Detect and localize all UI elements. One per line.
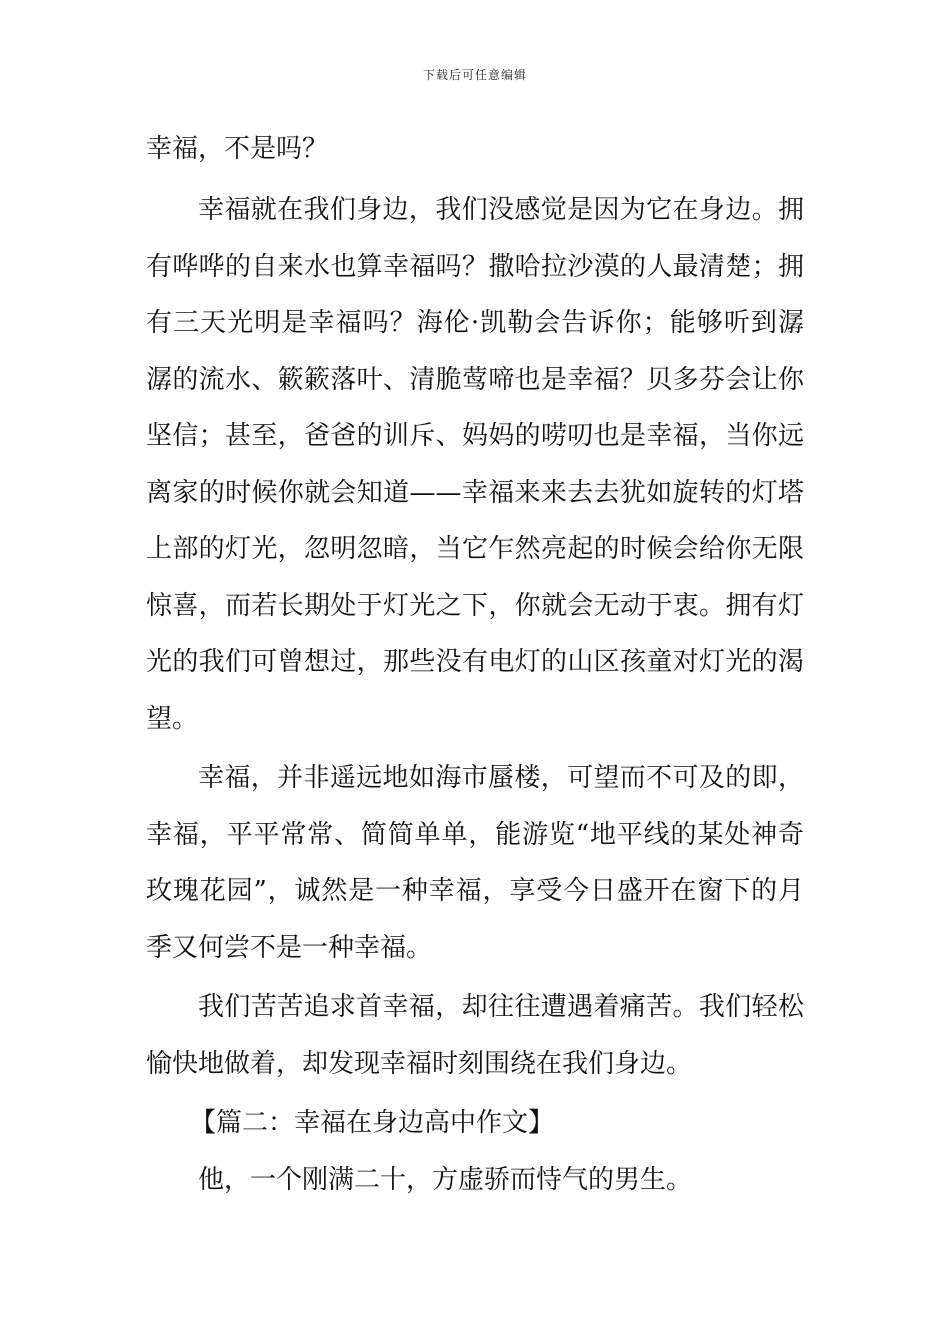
text-line: 我们苦苦追求首幸福，却往往遭遇着痛苦。我们轻松 xyxy=(198,992,804,1022)
text-line: 离家的时候你就会知道——幸福来来去去犹如旋转的灯塔 xyxy=(146,478,804,508)
text-line: 有三天光明是幸福吗？海伦·凯勒会告诉你；能够听到潺 xyxy=(146,308,804,338)
page-header: 下载后可任意编辑 xyxy=(422,68,527,82)
text-line: 幸福，平平常常、简简单单，能游览“地平线的某处神奇 xyxy=(146,820,804,850)
text-line: 惊喜，而若长期处于灯光之下，你就会无动于衷。拥有灯 xyxy=(146,591,804,621)
text-line: 幸福，不是吗？ xyxy=(146,134,329,164)
text-line: 潺的流水、簌簌落叶、清脆莺啼也是幸福？贝多芬会让你 xyxy=(146,365,804,395)
text-line: 光的我们可曾想过，那些没有电灯的山区孩童对灯光的渴 xyxy=(146,647,804,677)
text-line: 上部的灯光，忽明忽暗，当它乍然亮起的时候会给你无限 xyxy=(146,534,804,564)
text-line: 季又何尝不是一种幸福。 xyxy=(146,933,433,963)
text-line: 坚信；甚至，爸爸的训斥、妈妈的唠叨也是幸福，当你远 xyxy=(146,421,804,451)
text-line: 有哗哗的自来水也算幸福吗？撒哈拉沙漠的人最清楚；拥 xyxy=(146,252,804,282)
text-line: 愉快地做着，却发现幸福时刻围绕在我们身边。 xyxy=(146,1049,693,1079)
section-heading: 【篇二：幸福在身边高中作文】 xyxy=(190,1108,555,1138)
text-line: 玫瑰花园”，诚然是一种幸福，享受今日盛开在窗下的月 xyxy=(146,876,804,906)
text-line: 幸福，并非遥远地如海市蜃楼，可望而不可及的即， xyxy=(198,763,804,793)
text-line: 幸福就在我们身边，我们没感觉是因为它在身边。拥 xyxy=(198,195,804,225)
text-line: 他，一个刚满二十，方虚骄而恃气的男生。 xyxy=(198,1165,693,1195)
text-line: 望。 xyxy=(146,704,199,734)
